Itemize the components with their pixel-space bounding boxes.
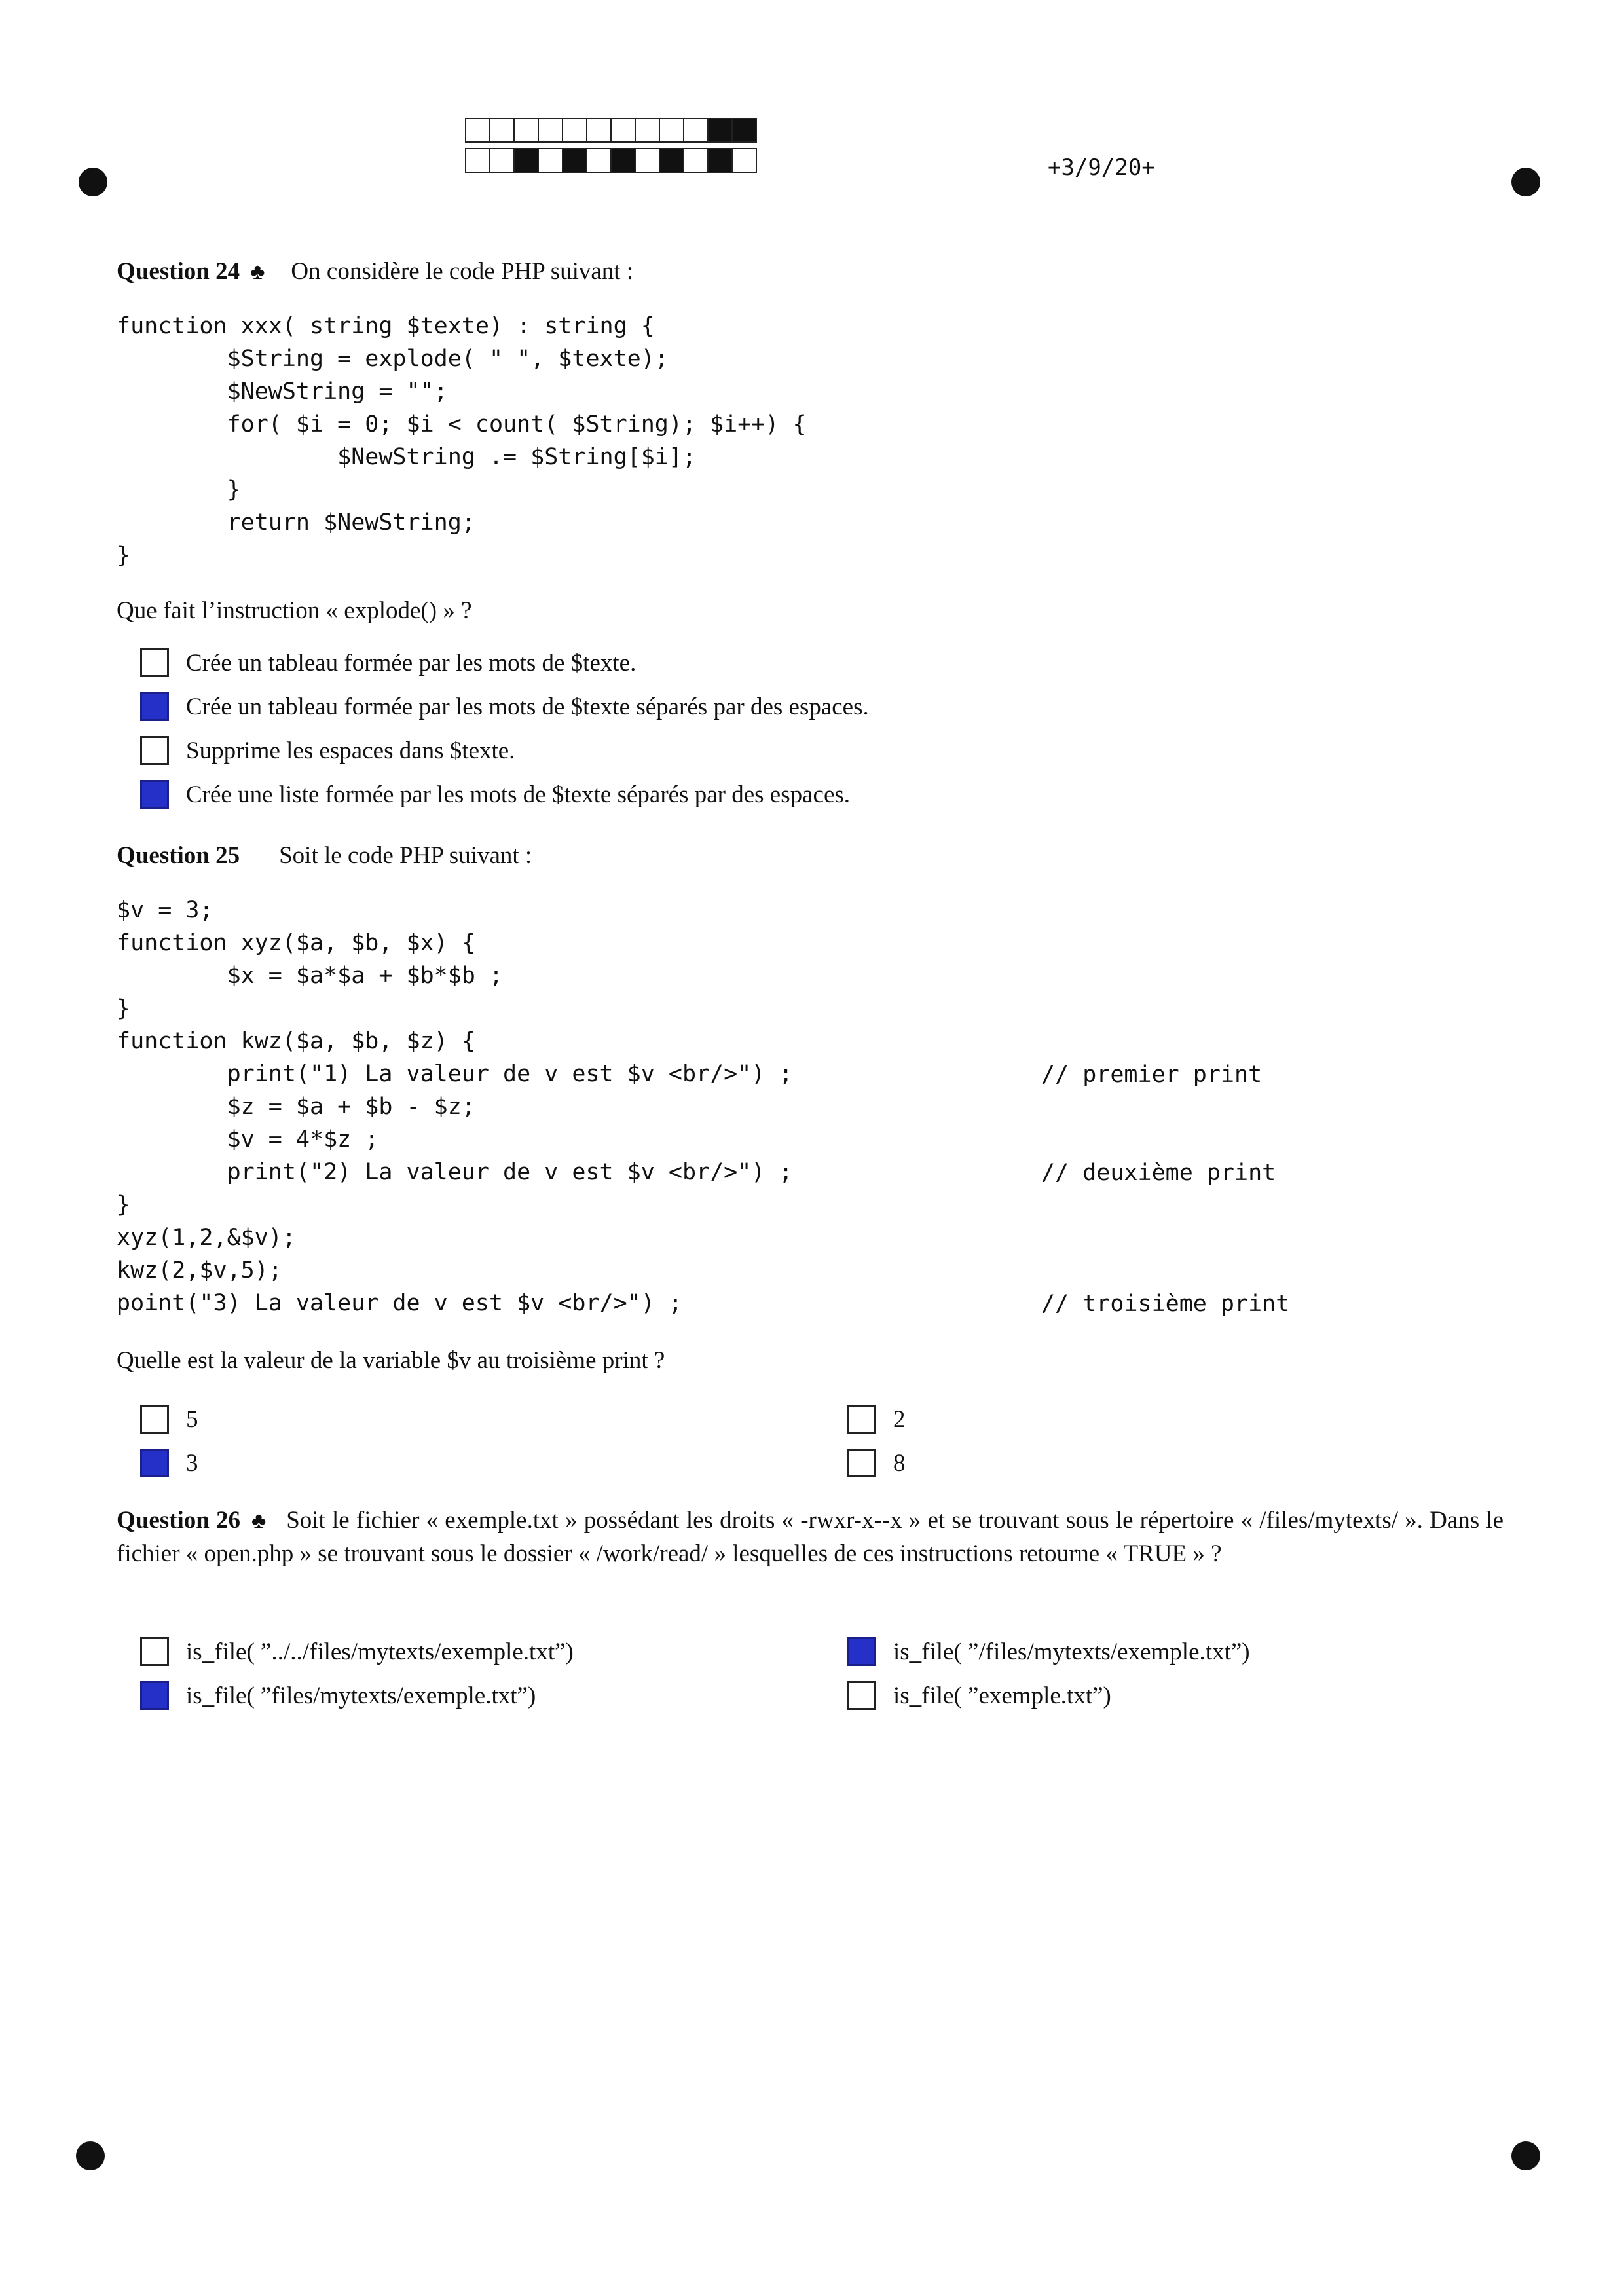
q25-answer-1[interactable]	[140, 1405, 198, 1434]
barcode-cell	[562, 118, 587, 143]
barcode-cell	[489, 148, 515, 173]
barcode-cell	[707, 148, 733, 173]
q24-answer-3[interactable]	[140, 736, 515, 765]
answer-label: Crée un tableau formée par les mots de $texte séparés par des espaces.	[186, 693, 869, 720]
q26-header	[117, 1504, 1504, 1570]
q24-answer-4[interactable]	[140, 780, 850, 809]
club-icon: ♣	[250, 260, 265, 284]
q24-answer-1[interactable]	[140, 648, 636, 677]
page-id: +3/9/20+	[1048, 155, 1155, 181]
barcode-row-1	[465, 118, 756, 143]
barcode-cell	[635, 148, 660, 173]
q26-answer-2[interactable]	[140, 1681, 536, 1710]
q25-prompt: Quelle est la valeur de la variable $v au troisième print ?	[117, 1347, 665, 1374]
answer-label: is_file( ”/files/mytexts/exemple.txt”)	[893, 1638, 1250, 1665]
checkbox[interactable]	[140, 1637, 169, 1666]
checkbox[interactable]	[140, 736, 169, 765]
checkbox[interactable]	[140, 1449, 169, 1477]
q26-intro: Soit le fichier « exemple.txt » possédant les droits « -rwxr-x--x » et se trouvant sous le répertoire « /files/mytexts/ ». Dans le fichier « open.php » se trouvant sous le dossier « /work/read/ » lesquelles de ces instructions retourne « TRUE » ?	[117, 1507, 1504, 1567]
barcode-cell	[586, 148, 612, 173]
q26-answer-4[interactable]	[847, 1681, 1111, 1710]
comment-troisieme-print: // troisième print	[1041, 1291, 1290, 1317]
answer-label: 3	[186, 1449, 198, 1477]
answer-label: 5	[186, 1405, 198, 1433]
q25-header	[117, 840, 532, 872]
barcode-cell	[610, 148, 636, 173]
barcode-cell	[562, 148, 587, 173]
barcode-cell	[707, 118, 733, 143]
checkbox[interactable]	[140, 648, 169, 677]
q25-answer-2[interactable]	[140, 1449, 198, 1477]
barcode-cell	[513, 118, 539, 143]
barcode-cell	[586, 118, 612, 143]
q26-answer-3[interactable]	[847, 1637, 1250, 1666]
barcode-cell	[465, 148, 490, 173]
comment-deuxieme-print: // deuxième print	[1041, 1160, 1276, 1186]
answer-label: is_file( ”files/mytexts/exemple.txt”)	[186, 1682, 536, 1709]
checkbox[interactable]	[847, 1449, 876, 1477]
checkbox[interactable]	[847, 1637, 876, 1666]
barcode-cell	[465, 118, 490, 143]
q25-answer-3[interactable]	[847, 1405, 906, 1434]
barcode-cell	[610, 118, 636, 143]
q26-label: Question 26	[117, 1507, 241, 1534]
barcode-cell	[683, 118, 709, 143]
q25-intro: Soit le code PHP suivant :	[279, 842, 532, 869]
answer-label: is_file( ”../../files/mytexts/exemple.txt”)	[186, 1638, 574, 1665]
answer-label: Supprime les espaces dans $texte.	[186, 737, 515, 764]
comment-premier-print: // premier print	[1041, 1062, 1263, 1088]
q24-intro: On considère le code PHP suivant :	[291, 258, 634, 285]
checkbox[interactable]	[847, 1405, 876, 1434]
barcode-cell	[731, 118, 757, 143]
barcode-cell	[489, 118, 515, 143]
q24-answer-2[interactable]	[140, 692, 869, 721]
barcode-cell	[538, 148, 563, 173]
registration-mark-top-left	[79, 168, 107, 196]
barcode-cell	[731, 148, 757, 173]
barcode-cell	[538, 118, 563, 143]
q25-label: Question 25	[117, 842, 240, 869]
answer-label: Crée un tableau formée par les mots de $texte.	[186, 649, 637, 676]
barcode-cell	[659, 148, 684, 173]
q26-answer-1[interactable]	[140, 1637, 574, 1666]
answer-label: 2	[893, 1405, 906, 1433]
q24-header	[117, 255, 633, 289]
answer-label: Crée une liste formée par les mots de $texte séparés par des espaces.	[186, 781, 851, 808]
q25-code: $v = 3; function xyz($a, $b, $x) { $x = $a*$a + $b*$b ; } function kwz($a, $b, $z) { print("1) La valeur de v est $v <br/>") ; $z = $a + $b - $z; $v = 4*$z ; print("2) La valeur de v est $v <br/>") ; } xyz(1,2,&$v); kwz(2,$v,5); point("3) La valeur de v est $v <br/>") ;	[117, 897, 793, 1316]
registration-mark-bottom-right	[1511, 2141, 1540, 2170]
checkbox[interactable]	[140, 1405, 169, 1434]
checkbox[interactable]	[847, 1681, 876, 1710]
q25-answer-4[interactable]	[847, 1449, 906, 1477]
registration-mark-bottom-left	[76, 2141, 105, 2170]
registration-mark-top-right	[1511, 168, 1540, 196]
barcode-cell	[659, 118, 684, 143]
answer-label: is_file( ”exemple.txt”)	[893, 1682, 1111, 1709]
checkbox[interactable]	[140, 692, 169, 721]
club-icon: ♣	[251, 1509, 267, 1533]
barcode-row-2	[465, 148, 756, 173]
q24-label: Question 24	[117, 258, 240, 285]
barcode-cell	[513, 148, 539, 173]
barcode-cell	[635, 118, 660, 143]
q24-code: function xxx( string $texte) : string { $String = explode( " ", $texte); $NewString = ""; for( $i = 0; $i < count( $String); $i++) { $NewString .= $String[$i]; } return $NewString; }	[117, 313, 807, 568]
checkbox[interactable]	[140, 1681, 169, 1710]
q24-prompt: Que fait l’instruction « explode() » ?	[117, 597, 472, 624]
barcode-cell	[683, 148, 709, 173]
checkbox[interactable]	[140, 780, 169, 809]
answer-label: 8	[893, 1449, 906, 1477]
